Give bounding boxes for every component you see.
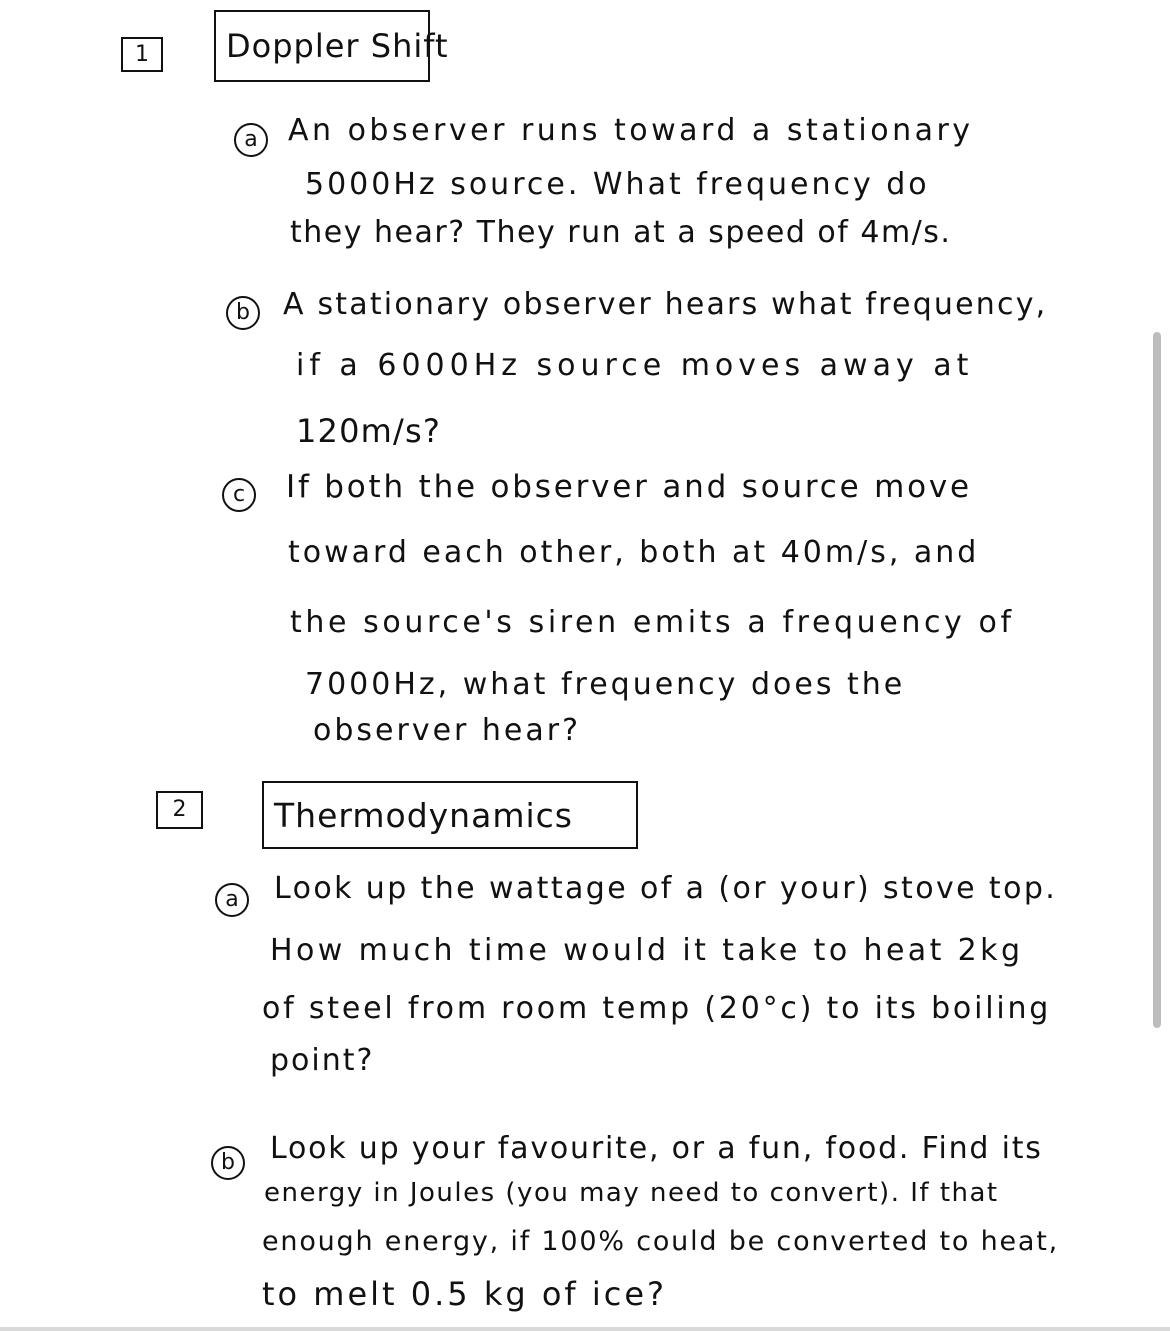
- part-1a-line-1: An observer runs toward a stationary: [288, 113, 974, 148]
- part-2a-marker: a: [215, 883, 249, 917]
- section-2-title: Thermodynamics: [262, 781, 638, 849]
- part-2b-line-2: energy in Joules (you may need to convert). If that: [264, 1178, 999, 1208]
- part-2a-line-2: How much time would it take to heat 2kg: [270, 933, 1024, 968]
- part-2b-line-3: enough energy, if 100% could be converted to heat,: [262, 1226, 1060, 1257]
- part-1c-marker: c: [222, 478, 256, 512]
- part-1b-line-1: A stationary observer hears what frequency,: [283, 287, 1048, 322]
- part-1c-line-4: 7000Hz, what frequency does the: [305, 667, 906, 702]
- part-2a-line-1: Look up the wattage of a (or your) stove top.: [274, 871, 1058, 906]
- part-1c-line-2: toward each other, both at 40m/s, and: [288, 535, 980, 570]
- part-1c-line-3: the source's siren emits a frequency of: [290, 605, 1015, 640]
- section-1-number: 1: [121, 37, 163, 72]
- part-1b-line-2: if a 6000Hz source moves away at: [296, 348, 974, 383]
- part-1a-marker: a: [234, 123, 268, 157]
- part-1b-line-3: 120m/s?: [296, 412, 442, 450]
- section-2-number: 2: [156, 791, 203, 829]
- part-2b-marker: b: [211, 1146, 245, 1180]
- part-1c-line-5: observer hear?: [313, 713, 582, 748]
- vertical-scrollbar[interactable]: [1153, 332, 1161, 1028]
- part-2b-line-4: to melt 0.5 kg of ice?: [262, 1275, 668, 1313]
- part-2b-line-1: Look up your favourite, or a fun, food. Find its: [270, 1131, 1043, 1166]
- part-1a-line-3: they hear? They run at a speed of 4m/s.: [290, 215, 952, 250]
- section-1-title: Doppler Shift: [214, 10, 430, 82]
- page-bottom-edge: [0, 1327, 1170, 1331]
- part-2a-line-4: point?: [270, 1043, 375, 1078]
- part-1b-marker: b: [226, 296, 260, 330]
- part-2a-line-3: of steel from room temp (20°c) to its boiling: [262, 991, 1052, 1026]
- part-1c-line-1: If both the observer and source move: [286, 469, 972, 505]
- part-1a-line-2: 5000Hz source. What frequency do: [305, 167, 930, 202]
